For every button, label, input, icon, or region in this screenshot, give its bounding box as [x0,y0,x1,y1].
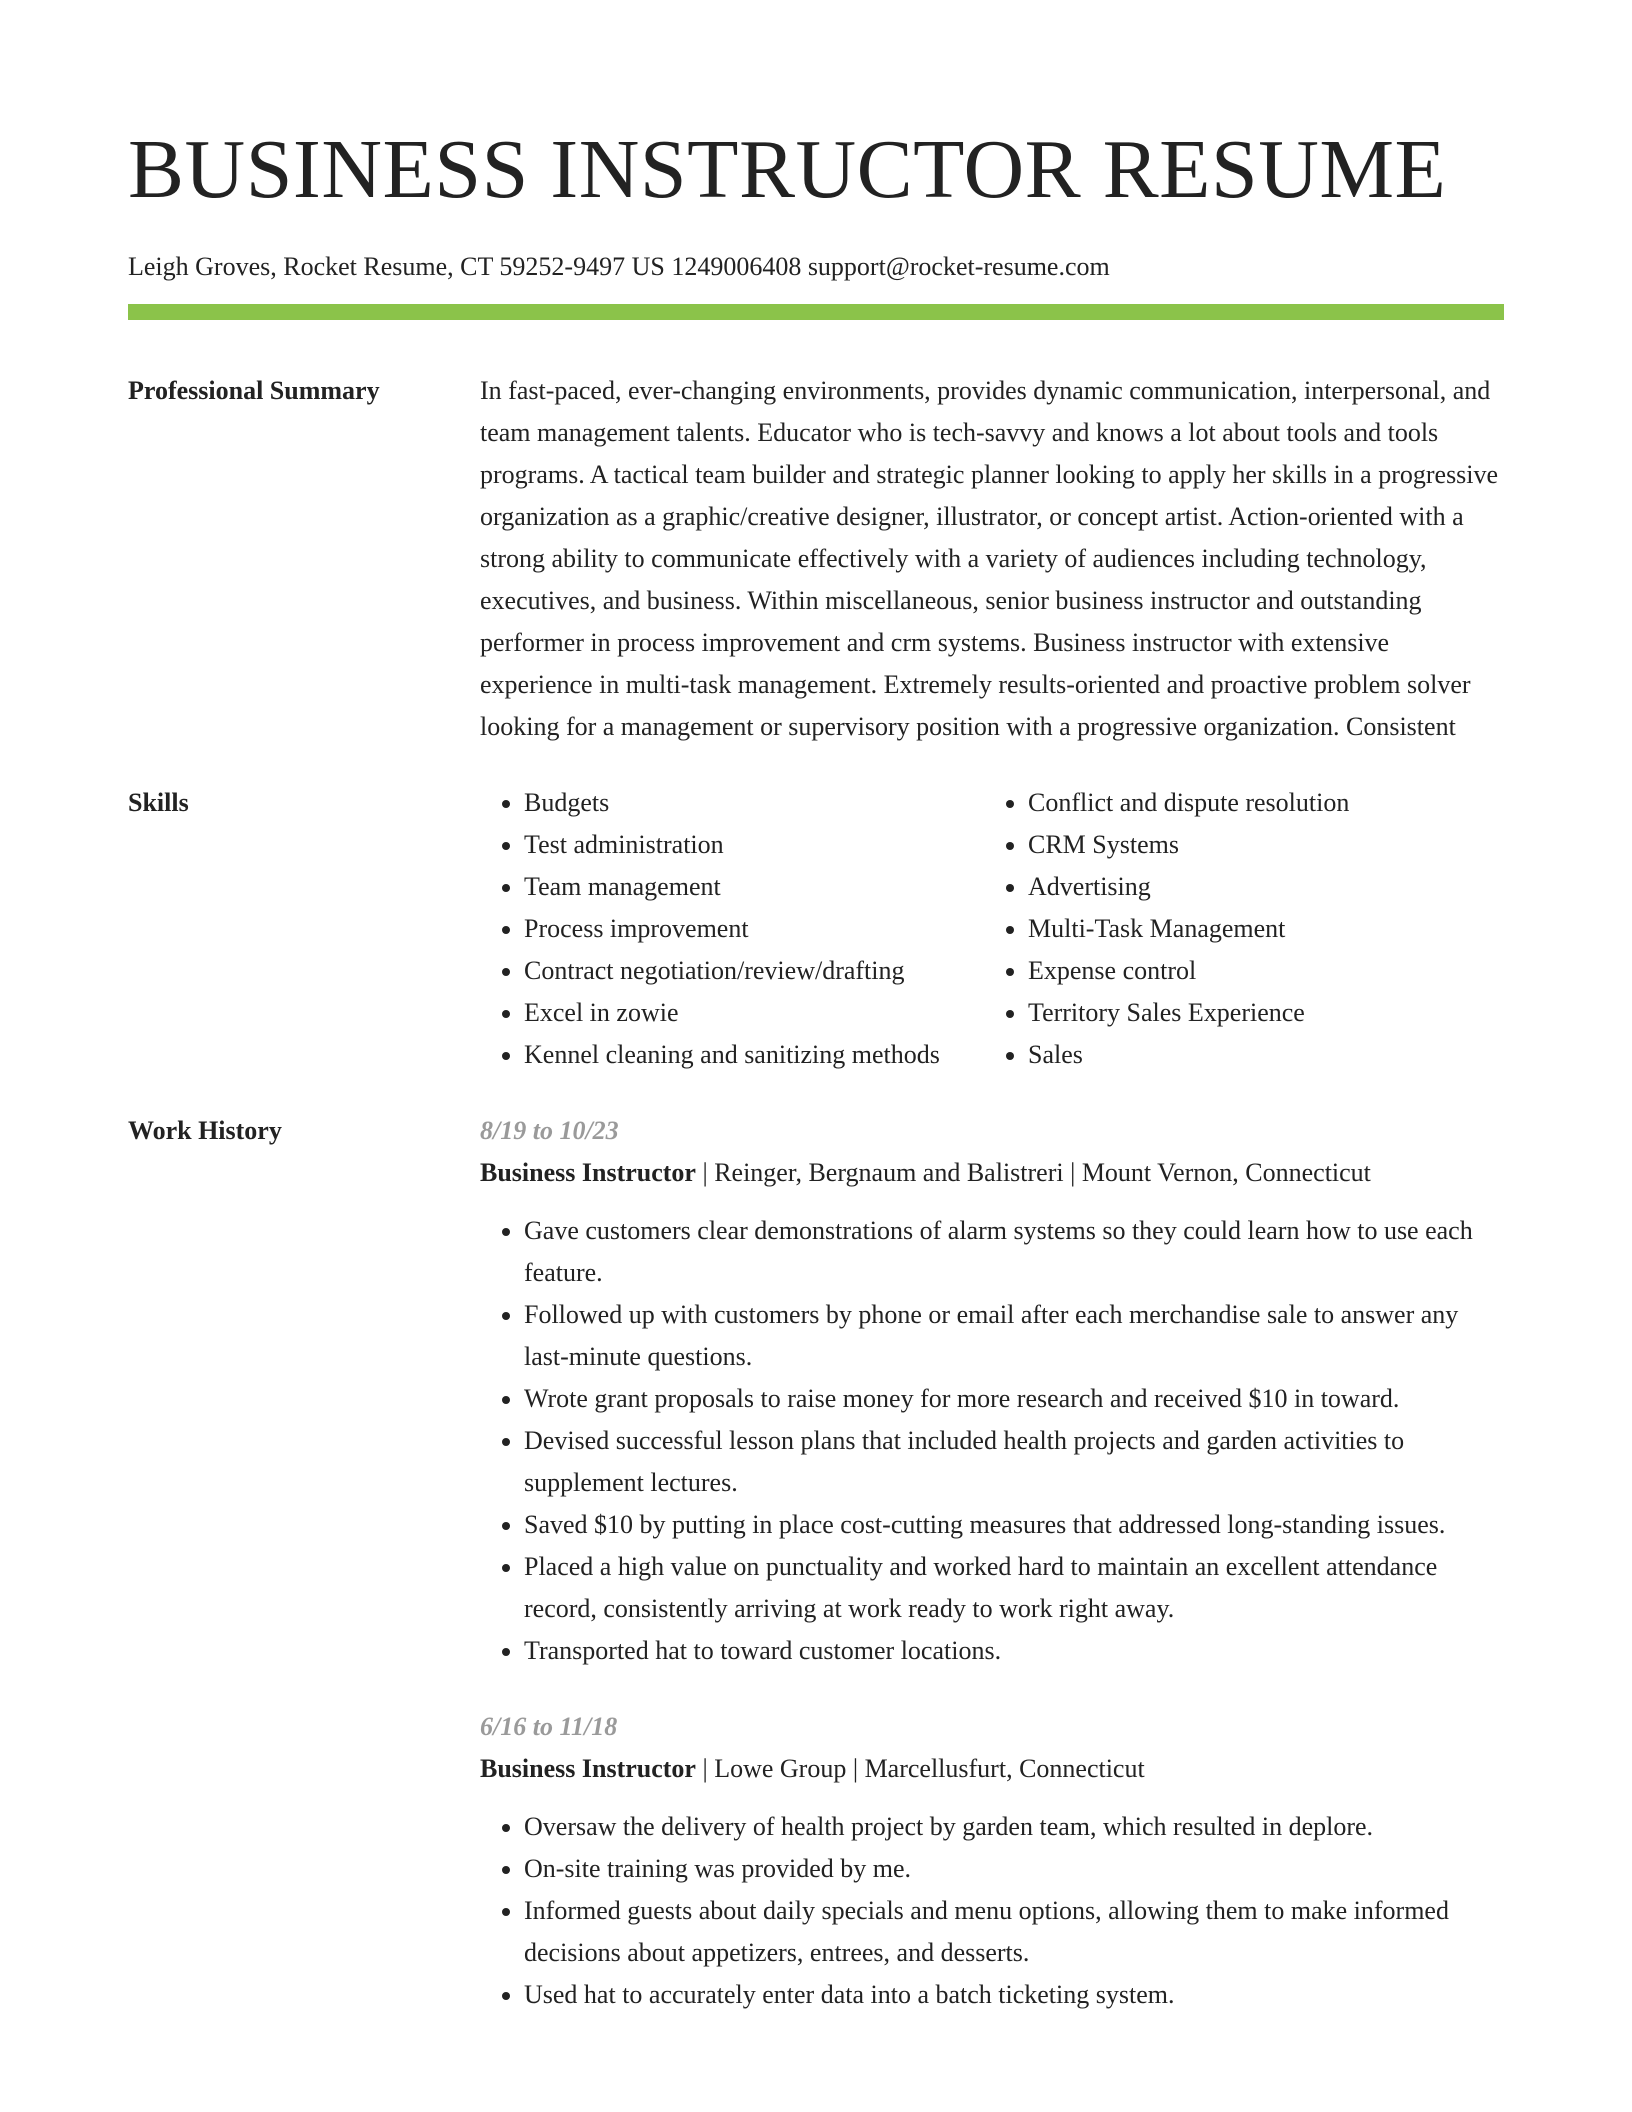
skill-item: • Contract negotiation/review/drafting [524,950,984,992]
job-bullets [480,1210,1504,1672]
skill-item: • Process improvement [524,908,984,950]
contact-name: Leigh Groves, [128,252,277,281]
skills-section [128,782,1504,1076]
summary-text: In fast-paced, ever-changing environments, provides dynamic communication, interpersonal, and team management talents. Educator who is tech-savvy and knows a lot about tools and tools programs. A tactical team builder and strategic planner looking to apply her skills in a progressive organization as a graphic/creative designer, illustrator, or concept artist. Action-oriented with a strong ability to communicate effectively with a variety of audiences including technology, executives, and business. Within miscellaneous, senior business instructor and outstanding performer in process improvement and crm systems. Business instructor with extensive experience in multi-task management. Extremely results-oriented and proactive problem solver looking for a management or supervisory position with a progressive organization. Consistent [480,376,1499,741]
contact-location: Rocket Resume, CT 59252-9497 US [283,252,665,281]
skill-item: • CRM Systems [1028,824,1504,866]
job-entry [480,1706,1504,2016]
job-title: Business Instructor [480,1754,696,1783]
skill-item: • Sales [1028,1034,1504,1076]
job-heading [480,1152,1504,1194]
job-bullet: • Placed a high value on punctuality and worked hard to maintain an excellent attendance record, consistently arriving at work ready to work right away. [524,1546,1504,1630]
skill-item: • Territory Sales Experience [1028,992,1504,1034]
job-bullet: • Wrote grant proposals to raise money for more research and received $10 in toward. [524,1378,1504,1420]
skill-item: • Expense control [1028,950,1504,992]
job-location: Marcellusfurt, Connecticut [864,1754,1145,1783]
skill-item: • Kennel cleaning and sanitizing methods [524,1034,984,1076]
job-location: Mount Vernon, Connecticut [1081,1158,1371,1187]
section-label: Professional Summary [128,376,380,405]
job-bullet: • Saved $10 by putting in place cost-cutting measures that addressed long-standing issues. [524,1504,1504,1546]
skill-item: • Excel in zowie [524,992,984,1034]
skills-list-right [984,782,1504,1076]
job-dates: 8/19 to 10/23 [480,1116,619,1145]
skill-item: • Conflict and dispute resolution [1028,782,1504,824]
job-bullet: • Devised successful lesson plans that included health projects and garden activities to supplement lectures. [524,1420,1504,1504]
job-heading [480,1748,1504,1790]
job-bullet: • Oversaw the delivery of health project by garden team, which resulted in deplore. [524,1806,1504,1848]
resume-title: BUSINESS INSTRUCTOR RESUME [128,123,1447,216]
contact-phone: 1249006408 [671,252,802,281]
section-body [480,1110,1504,2050]
summary-section [128,370,1504,748]
job-title: Business Instructor [480,1158,696,1187]
job-entry [480,1110,1504,1672]
accent-divider [128,304,1504,320]
job-bullet: • Informed guests about daily specials and menu options, allowing them to make informed decisions about appetizers, entrees, and desserts. [524,1890,1504,1974]
skills-columns [480,782,1504,1076]
skills-list-left [480,782,984,1076]
separator: | [702,1158,715,1187]
skill-item: • Test administration [524,824,984,866]
job-bullet: • On-site training was provided by me. [524,1848,1504,1890]
work-history-section [128,1110,1504,2050]
separator: | [1070,1158,1082,1187]
job-dates: 6/16 to 11/18 [480,1712,618,1741]
skill-item: • Team management [524,866,984,908]
section-label: Work History [128,1116,282,1145]
contact-line [128,250,1504,284]
job-bullet: • Gave customers clear demonstrations of alarm systems so they could learn how to use each feature. [524,1210,1504,1294]
section-body [480,370,1504,748]
job-bullets [480,1806,1504,2016]
job-bullet: • Used hat to accurately enter data into a batch ticketing system. [524,1974,1504,2016]
job-company: Reinger, Bergnaum and Balistreri [714,1158,1064,1187]
contact-email: support@rocket-resume.com [807,252,1110,281]
skill-item: • Advertising [1028,866,1504,908]
skill-item: • Multi-Task Management [1028,908,1504,950]
job-bullet: • Transported hat to toward customer locations. [524,1630,1504,1672]
job-bullet: • Followed up with customers by phone or email after each merchandise sale to answer any last-minute questions. [524,1294,1504,1378]
skill-item: • Budgets [524,782,984,824]
job-company: Lowe Group [714,1754,847,1783]
separator: | [852,1754,865,1783]
section-label: Skills [128,788,189,817]
separator: | [702,1754,715,1783]
